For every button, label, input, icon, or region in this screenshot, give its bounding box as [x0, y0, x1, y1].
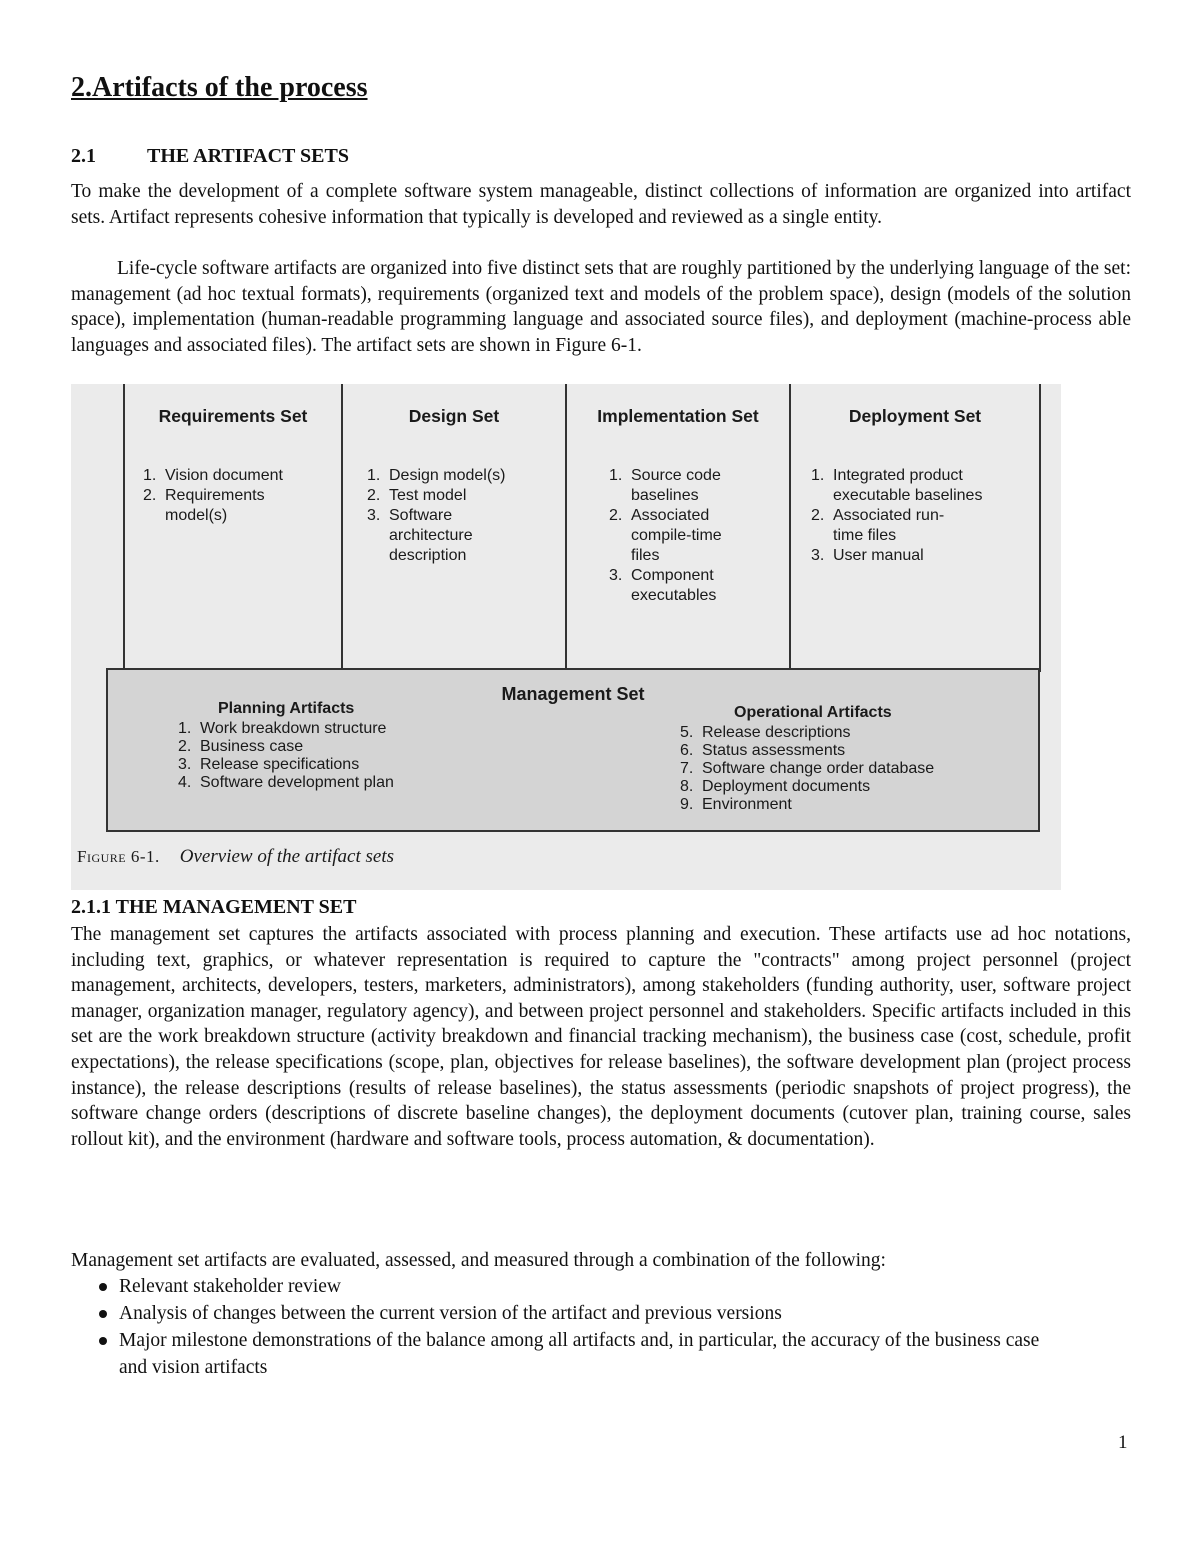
list-item: 2. Associated run-time files — [811, 507, 945, 544]
list-item: 1. Vision document — [143, 467, 283, 484]
requirements-set-title: Requirements Set — [158, 406, 308, 426]
implementation-set-title: Implementation Set — [597, 406, 759, 426]
page-title: 2.Artifacts of the process — [71, 72, 368, 103]
bullet-icon — [99, 1310, 107, 1318]
operational-artifacts-title: Operational Artifacts — [734, 704, 892, 721]
deployment-set-column — [789, 384, 1041, 672]
list-item: 3. Release specifications — [178, 756, 360, 773]
bullet-icon — [99, 1283, 107, 1291]
list-item: 5. Release descriptions — [680, 724, 851, 741]
implementation-set-column — [565, 384, 789, 672]
figure-caption-label: Figure 6-1. — [77, 847, 160, 866]
list-item: 1. Design model(s) — [367, 467, 506, 484]
planning-artifacts-title: Planning Artifacts — [218, 700, 355, 717]
list-item: 2. Associated compile-time files — [609, 507, 722, 564]
list-item: 1. Work breakdown structure — [178, 720, 387, 737]
planning-artifacts-list — [178, 720, 394, 792]
figure-caption-text: Overview of the artifact sets — [179, 846, 395, 867]
requirements-set-column — [123, 384, 341, 672]
list-item: 2. Requirements model(s) — [143, 487, 265, 524]
bullet-icon — [99, 1337, 107, 1345]
operational-artifacts-list — [680, 724, 934, 814]
subsection-heading: 2.1.1 THE MANAGEMENT SET — [71, 896, 357, 918]
section-number: 2.1 — [71, 145, 96, 167]
list-item: 1. Integrated product executable baselines — [811, 467, 983, 504]
deployment-set-list — [811, 466, 1021, 566]
list-item: 3. Software architecture description — [367, 507, 473, 564]
design-set-title: Design Set — [408, 406, 500, 426]
list-item: Analysis of changes between the current version of the artifact and previous versions — [119, 1300, 1129, 1327]
list-item: 4. Software development plan — [178, 774, 394, 791]
figure-caption — [77, 846, 394, 868]
evaluation-bullet-list — [119, 1273, 1129, 1381]
list-item: 3. User manual — [811, 547, 924, 564]
list-item: 3. Component executables — [609, 567, 717, 604]
artifact-sets-figure — [71, 384, 1061, 890]
list-item: Major milestone demonstrations of the balance among all artifacts and, in particular, the accuracy of the business case and vision artifacts — [119, 1327, 1069, 1381]
management-set-paragraph: The management set captures the artifacts associated with process planning and execution. These artifacts use ad hoc notations, including text, graphics, or whatever representation is required to capture the "contracts" among project personnel (project management, architects, developers, testers, marketers, administrators), among stakeholders (funding authority, user, software project manager, organization manager, regulatory agency), and between project personnel and stakeholders. Specific artifacts included in this set are the work breakdown structure (activity breakdown and financial tracking mechanism), the business case (cost, schedule, profit expectations), the release specifications (scope, plan, objectives for release baselines), the software development plan (project process instance), the release descriptions (results of release baselines), the status assessments (periodic snapshots of project progress), the software change orders (descriptions of discrete baseline changes), the deployment documents (cutover plan, training course, sales rollout kit), and the environment (hardware and software tools, process automation, & documentation). — [71, 924, 1131, 1150]
management-set-box — [106, 668, 1040, 832]
list-item: 1. Source code baselines — [609, 467, 721, 504]
evaluation-paragraph: Management set artifacts are evaluated, assessed, and measured through a combination of the following: — [71, 1250, 886, 1271]
intro-paragraph: To make the development of a complete software system manageable, distinct collections of information are organized into artifact sets. Artifact represents cohesive information that typically is developed and reviewed as a single entity. — [71, 181, 1131, 228]
page-number: 1 — [1118, 1432, 1128, 1453]
list-item: 7. Software change order database — [680, 760, 935, 777]
list-item: 8. Deployment documents — [680, 778, 871, 795]
design-set-column — [341, 384, 565, 672]
deployment-set-title: Deployment Set — [848, 406, 982, 426]
list-item: 2. Test model — [367, 487, 467, 504]
section-heading — [71, 145, 349, 168]
section-title: THE ARTIFACT SETS — [147, 145, 349, 167]
requirements-set-list — [143, 466, 333, 526]
list-item: 2. Business case — [178, 738, 304, 755]
implementation-set-list — [609, 466, 779, 606]
list-item: 6. Status assessments — [680, 742, 846, 759]
lifecycle-paragraph: Life-cycle software artifacts are organized into five distinct sets that are roughly partitioned by the underlying language of the set: management (ad hoc textual formats), requirements (organized text and models of the problem space), design (models of the solution space), implementation (human-readable programming language and associated source files), and deployment (machine-process able languages and associated files). The artifact sets are shown in Figure 6-1. — [71, 258, 1131, 356]
list-item: 9. Environment — [680, 796, 792, 813]
artifact-sets-columns — [123, 384, 1039, 672]
list-item: Relevant stakeholder review — [119, 1273, 1129, 1300]
design-set-list — [367, 466, 547, 566]
management-set-title: Management Set — [501, 684, 645, 704]
